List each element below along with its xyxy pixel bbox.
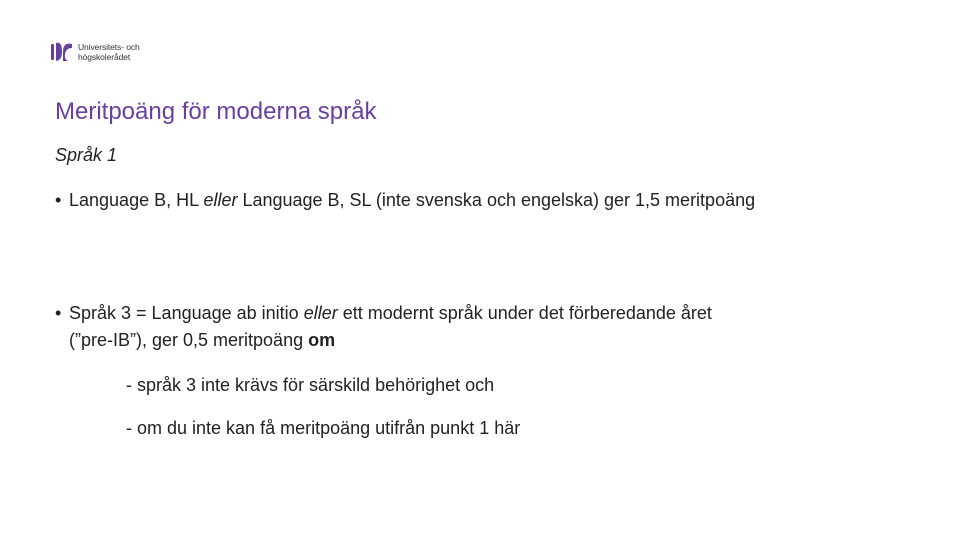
- bullet-text: [69, 300, 755, 354]
- bullet-dot-icon: •: [55, 303, 62, 323]
- bullet2-om: om: [308, 330, 336, 350]
- bullet-language-b: [55, 187, 815, 214]
- bullet-sprak-3: [55, 300, 755, 354]
- bullet2-part3: ett modernt språk under det förberedande året (”pre-IB”), ger 0,5 meritpoäng: [69, 303, 712, 350]
- bullet2-part1: Språk 3 = Language ab initio: [69, 303, 304, 323]
- bullet1-part1: Language B, HL: [69, 190, 204, 210]
- uhr-logo: [50, 40, 140, 64]
- bullet1-part3: Language B, SL (inte svenska och engelska) ger 1,5 meritpoäng: [237, 190, 756, 210]
- logo-text: [78, 42, 140, 62]
- condition-line-2: - om du inte kan få meritpoäng utifrån punkt 1 här: [126, 418, 521, 438]
- bullet-dot-icon: •: [55, 190, 62, 210]
- bullet-text: [69, 187, 755, 214]
- uhr-logo-mark-icon: [50, 40, 74, 64]
- logo-line1: Universitets- och: [78, 42, 140, 52]
- slide-subtitle: Språk 1: [55, 145, 118, 165]
- logo-line2: högskolerådet: [78, 52, 131, 62]
- condition-line-1: - språk 3 inte krävs för särskild behörighet och: [126, 375, 495, 395]
- bullet2-eller: eller: [303, 303, 338, 323]
- bullet1-eller: eller: [203, 190, 238, 210]
- slide-title: Meritpoäng för moderna språk: [55, 98, 377, 125]
